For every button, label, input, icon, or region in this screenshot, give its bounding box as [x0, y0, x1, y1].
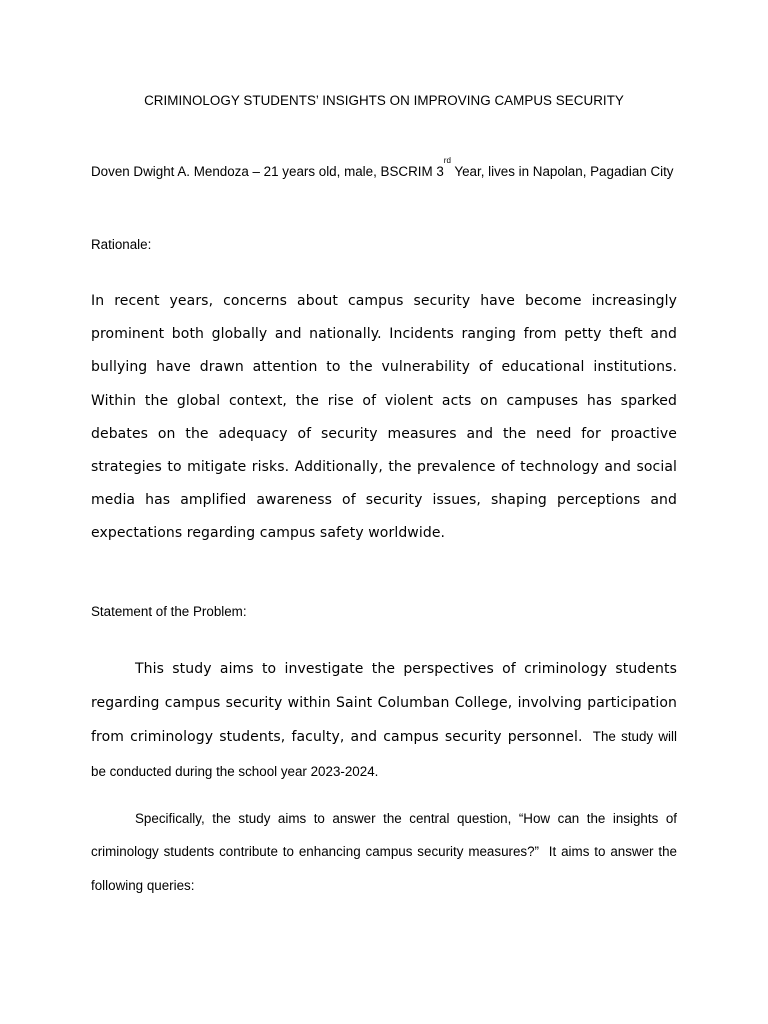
problem-heading: Statement of the Problem: — [91, 604, 247, 619]
specific-question-text: Specifically, the study aims to answer the central question, “How can the insights of criminology students contribute to enhancing campus security measures?” It aims to answer the following queries: — [91, 811, 681, 893]
specific-question-paragraph — [91, 802, 681, 902]
rationale-heading: Rationale: — [91, 237, 152, 252]
author-info — [91, 156, 677, 181]
problem-paragraph-part1: This study aims to investigate the perspectives of criminology students regarding campus security within Saint Columban College, involving participation from criminology students, faculty, and campus security personnel. — [91, 661, 677, 746]
rationale-paragraph: In recent years, concerns about campus security have become increasingly prominent both globally and nationally. Incidents ranging from petty theft and bullying have drawn attention to the vulnerability of educational institutions. Within the global context, the rise of violent acts on campuses has sparked debates on the adequacy of security measures and the need for proactive strategies to mitigate risks. Additionally, the prevalence of technology and social media has amplified awareness of security issues, shaping perceptions and expectations regarding campus safety worldwide. — [91, 293, 677, 542]
problem-paragraph — [91, 652, 681, 788]
document-title: CRIMINOLOGY STUDENTS’ INSIGHTS ON IMPROVING CAMPUS SECURITY — [144, 93, 624, 108]
author-superscript: rd — [443, 156, 451, 165]
author-text: Doven Dwight A. Mendoza – 21 years old, male, BSCRIM 3 — [91, 164, 444, 179]
author-text-rest: Year, lives in Napolan, Pagadian City — [450, 164, 674, 179]
problem-paragraph-part2: The study will be conducted during the school year 2023-2024. — [91, 729, 681, 779]
